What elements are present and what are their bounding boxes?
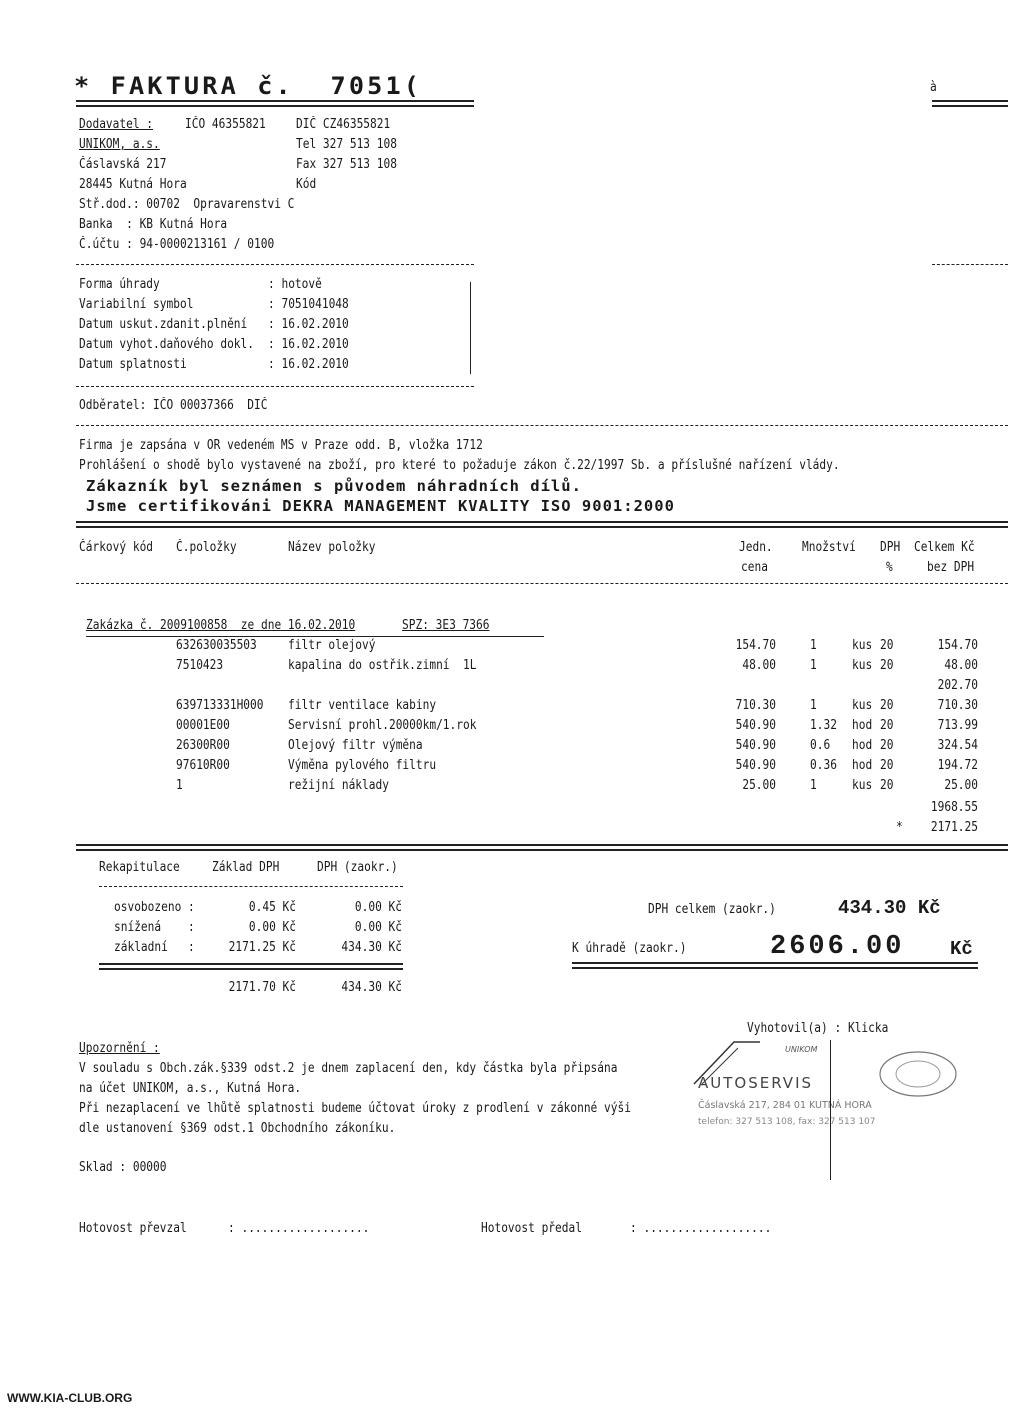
payment-label: Datum splatnosti [79, 357, 187, 372]
supplier-tel: Tel 327 513 108 [296, 137, 397, 152]
recap-row-vat: 0.00 Kč [354, 920, 402, 935]
payment-label: Datum uskut.zdanit.plnění [79, 317, 248, 332]
order-number: Zakázka č. 2009100858 ze dne 16.02.2010 [86, 618, 356, 633]
item-name: kapalina do ostřik.zimní 1L [288, 658, 477, 673]
section-divider [76, 425, 1008, 426]
col-quantity: Množství [802, 540, 856, 555]
item-price: 540.90 [735, 738, 776, 753]
item-unit: hod [852, 758, 873, 773]
item-price: 25.00 [742, 778, 776, 793]
item-name: režijní náklady [288, 778, 389, 793]
cash-received-label: Hotovost převzal [79, 1221, 187, 1236]
recap-base-header: Základ DPH [212, 860, 280, 875]
item-unit: hod [852, 718, 873, 733]
stamp-top: UNIKOM [785, 1045, 818, 1054]
item-vat: 20 [880, 638, 894, 653]
item-total: 713.99 [937, 718, 978, 733]
item-total: 202.70 [937, 678, 978, 693]
item-name: Olejový filtr výměna [288, 738, 423, 753]
supplier-dic: DIČ CZ46355821 [296, 117, 391, 132]
item-total: 710.30 [937, 698, 978, 713]
item-code: 97610R00 [176, 758, 230, 773]
item-code: 7510423 [176, 658, 224, 673]
col-vat-2: % [886, 560, 893, 575]
supplier-account: Č.účtu : 94-0000213161 / 0100 [79, 237, 275, 252]
recap-row-base: 0.45 Kč [248, 900, 296, 915]
item-price: 154.70 [735, 638, 776, 653]
warehouse: Sklad : 00000 [79, 1160, 167, 1175]
title-rule [76, 100, 474, 107]
item-price: 48.00 [742, 658, 776, 673]
amount-due-rule [572, 962, 978, 969]
amount-due-currency: Kč [950, 938, 973, 960]
recap-row-label: snížená : [114, 920, 195, 935]
supplier-street: Čáslavská 217 [79, 157, 167, 172]
item-qty: 1 [810, 638, 817, 653]
item-total: 154.70 [937, 638, 978, 653]
stamp-phone: telefon: 327 513 108, fax: 327 513 107 [698, 1117, 876, 1127]
website-watermark: WWW.KIA-CLUB.ORG [7, 1391, 133, 1405]
cash-received-signature: : ................... [228, 1221, 370, 1236]
subtotal-star: * [896, 820, 903, 835]
warning-line: dle ustanovení §369 odst.1 Obchodního zákoníku. [79, 1121, 396, 1136]
subtotal-1: 1968.55 [930, 800, 978, 815]
item-qty: 0.36 [810, 758, 837, 773]
invoice-title: * FAKTURA č. 7051( [74, 72, 423, 100]
certification-note: Jsme certifikováni DEKRA MANAGEMENT KVALITY ISO 9001:2000 [86, 497, 675, 515]
order-rule [86, 636, 544, 637]
col-item-name: Název položky [288, 540, 376, 555]
item-price: 540.90 [735, 718, 776, 733]
recap-total-vat: 434.30 Kč [341, 980, 402, 995]
payment-label: Variabilní symbol [79, 297, 194, 312]
section-divider [76, 264, 474, 265]
col-item-no: Č.položky [176, 540, 237, 555]
payment-label: Datum vyhot.daňového dokl. [79, 337, 255, 352]
cash-given-signature: : ................... [630, 1221, 772, 1236]
recap-row-vat: 434.30 Kč [341, 940, 402, 955]
item-vat: 20 [880, 718, 894, 733]
item-qty: 1 [810, 778, 817, 793]
item-total: 194.72 [937, 758, 978, 773]
item-name: filtr olejový [288, 638, 376, 653]
col-vat: DPH [880, 540, 901, 555]
supplier-bank: Banka : KB Kutná Hora [79, 217, 228, 232]
payment-value: : 16.02.2010 [268, 357, 349, 372]
item-total: 25.00 [944, 778, 978, 793]
item-vat: 20 [880, 778, 894, 793]
recap-vat-header: DPH (zaokr.) [317, 860, 398, 875]
item-total: 48.00 [944, 658, 978, 673]
item-qty: 0.6 [810, 738, 831, 753]
subtotal-2: 2171.25 [930, 820, 978, 835]
item-code: 632630035503 [176, 638, 257, 653]
item-unit: kus [852, 778, 873, 793]
signature-stroke [830, 1040, 831, 1180]
item-name: filtr ventilace kabiny [288, 698, 437, 713]
recap-row-base: 0.00 Kč [248, 920, 296, 935]
item-unit: kus [852, 638, 873, 653]
recap-total-rule [99, 963, 403, 970]
item-qty: 1 [810, 698, 817, 713]
recap-top-rule [76, 844, 1008, 851]
col-barcode: Čárkový kód [79, 540, 154, 555]
customer-line: Odběratel: IČO 00037366 DIČ [79, 398, 268, 413]
supplier-name: UNIKOM, a.s. [79, 137, 160, 152]
payment-border [470, 282, 471, 374]
col-total: Celkem Kč [914, 540, 975, 555]
col-unit-price-2: cena [741, 560, 768, 575]
registry-note: Firma je zapsána v OR vedeném MS v Praze odd. B, vložka 1712 [79, 438, 483, 453]
item-price: 540.90 [735, 758, 776, 773]
stamp-brand: AUTOSERVIS [698, 1074, 814, 1092]
supplier-city: 28445 Kutná Hora [79, 177, 187, 192]
warning-line: V souladu s Obch.zák.§339 odst.2 je dnem zaplacení den, kdy částka byla připsána [79, 1061, 618, 1076]
col-total-2: bez DPH [927, 560, 975, 575]
item-total: 324.54 [937, 738, 978, 753]
made-by: Vyhotovil(a) : Klicka [747, 1021, 889, 1036]
amount-due-value: 2606.00 [770, 932, 905, 962]
item-vat: 20 [880, 658, 894, 673]
recap-label: Rekapitulace [99, 860, 180, 875]
conformity-note: Prohlášení o shodě bylo vystavené na zboží, pro které to požaduje zákon č.22/1997 Sb. a příslušné nařízení vlády. [79, 458, 840, 473]
recap-row-label: základní : [114, 940, 195, 955]
recap-header-rule [99, 886, 403, 887]
recap-row-base: 2171.25 Kč [228, 940, 296, 955]
item-qty: 1 [810, 658, 817, 673]
item-unit: hod [852, 738, 873, 753]
corner-mark: à [930, 80, 937, 95]
item-name: Servisní prohl.20000km/1.rok [288, 718, 477, 733]
item-code: 26300R00 [176, 738, 230, 753]
warning-line: Při nezaplacení ve lhůtě splatnosti budeme účtovat úroky z prodlení v zákonné výši [79, 1101, 631, 1116]
section-divider [76, 386, 474, 387]
warning-line: na účet UNIKOM, a.s., Kutná Hora. [79, 1081, 302, 1096]
section-divider-right [932, 264, 1008, 265]
cash-given-label: Hotovost předal [481, 1221, 582, 1236]
recap-row-label: osvobozeno : [114, 900, 195, 915]
item-price: 710.30 [735, 698, 776, 713]
item-name: Výměna pylového filtru [288, 758, 437, 773]
supplier-fax: Fax 327 513 108 [296, 157, 397, 172]
item-code: 1 [176, 778, 183, 793]
item-unit: kus [852, 698, 873, 713]
col-unit-price: Jedn. [739, 540, 773, 555]
vat-total-label: DPH celkem (zaokr.) [648, 902, 776, 917]
item-vat: 20 [880, 758, 894, 773]
table-top-rule [76, 521, 1008, 528]
order-spz: SPZ: 3E3 7366 [402, 618, 490, 633]
parts-origin-note: Zákazník byl seznámen s původem náhradních dílů. [86, 477, 582, 495]
title-rule-right [932, 100, 1008, 107]
item-qty: 1.32 [810, 718, 837, 733]
supplier-ico: IČO 46355821 [185, 117, 266, 132]
payment-value: : 7051041048 [268, 297, 349, 312]
payment-value: : 16.02.2010 [268, 337, 349, 352]
warning-title: Upozornění : [79, 1041, 160, 1056]
payment-value: : 16.02.2010 [268, 317, 349, 332]
payment-value: : hotově [268, 277, 322, 292]
item-code: 639713331H000 [176, 698, 264, 713]
payment-label: Forma úhrady [79, 277, 160, 292]
supplier-kod: Kód [296, 177, 317, 192]
supplier-branch: Stř.dod.: 00702 Opravarenstvi C [79, 197, 295, 212]
item-vat: 20 [880, 738, 894, 753]
vat-total-value: 434.30 Kč [838, 897, 941, 919]
recap-total-base: 2171.70 Kč [228, 980, 296, 995]
item-vat: 20 [880, 698, 894, 713]
item-unit: kus [852, 658, 873, 673]
stamp-address: Čáslavská 217, 284 01 KUTNÁ HORA [698, 1100, 872, 1111]
recap-row-vat: 0.00 Kč [354, 900, 402, 915]
table-header-rule [76, 583, 1008, 584]
item-code: 00001E00 [176, 718, 230, 733]
supplier-label: Dodavatel : [79, 117, 154, 132]
amount-due-label: K úhradě (zaokr.) [572, 941, 687, 956]
